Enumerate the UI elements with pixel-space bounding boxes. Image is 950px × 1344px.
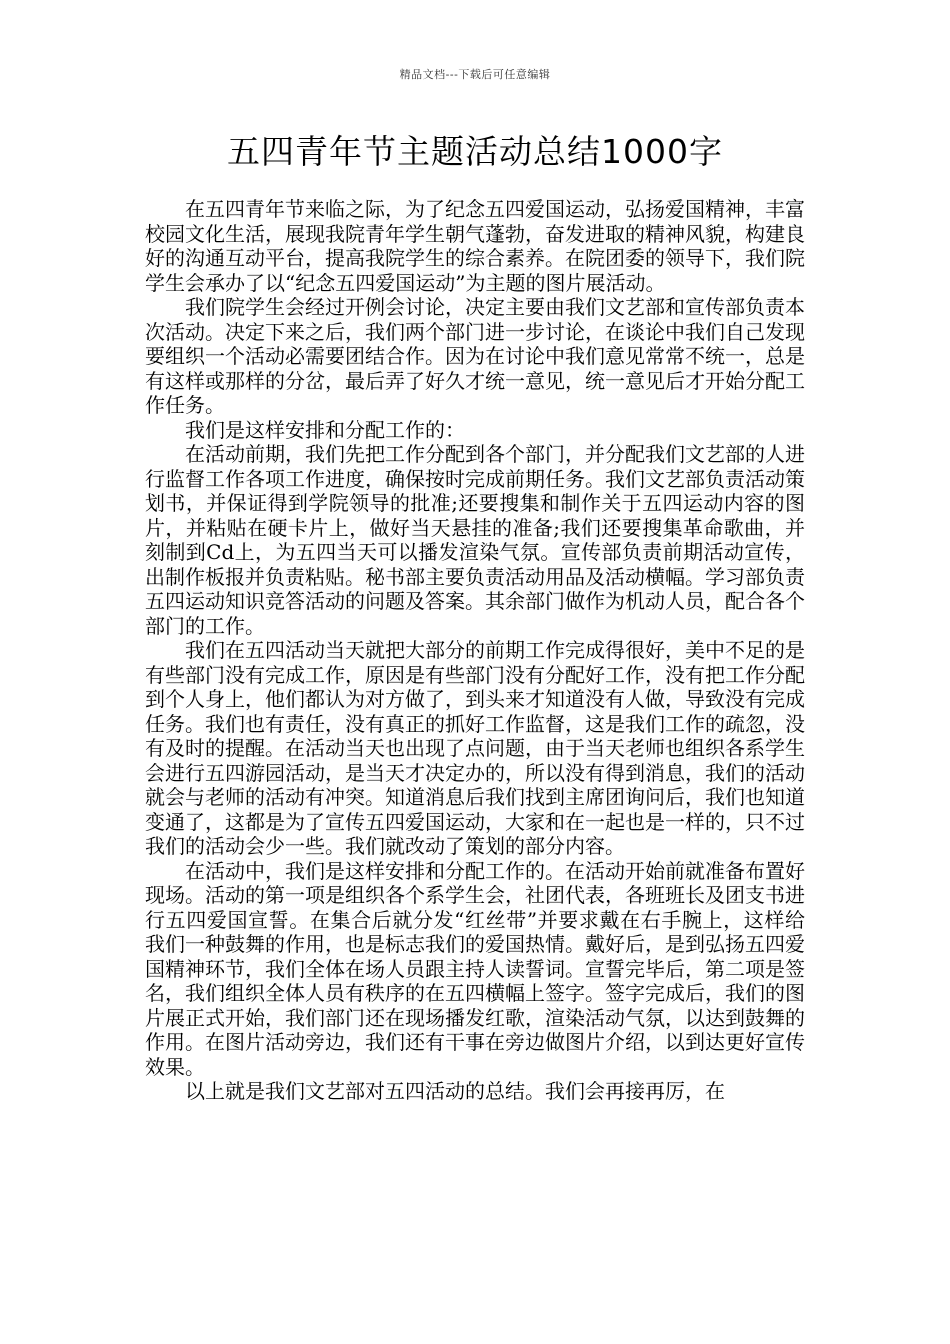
paragraph: 在五四青年节来临之际，为了纪念五四爱国运动，弘扬爱国精神，丰富校园文化生活，展现我院青年学生朝气蓬勃，奋发进取的精神风貌，构建良好的沟通互动平台，提高我院学生的综合素养。在院团委的领导下，我们院学生会承办了以“纪念五四爱国运动”为主题的图片展活动。: [145, 197, 805, 295]
document-body: [145, 197, 805, 1104]
paragraph: 在活动前期，我们先把工作分配到各个部门，并分配我们文艺部的人进行监督工作各项工作进度，确保按时完成前期任务。我们文艺部负责活动策划书，并保证得到学院领导的批准;还要搜集和制作关于五四运动内容的图片，并粘贴在硬卡片上，做好当天悬挂的准备;我们还要搜集革命歌曲，并刻制到Cd上，为五四当天可以播发渲染气氛。宣传部负责前期活动宣传，出制作板报并负责粘贴。秘书部主要负责活动用品及活动横幅。学习部负责五四运动知识竞答活动的问题及答案。其余部门做作为机动人员，配合各个部门的工作。: [145, 442, 805, 638]
header-note: 精品文档---下载后可任意编辑: [399, 68, 551, 81]
paragraph: 在活动中，我们是这样安排和分配工作的。在活动开始前就准备布置好现场。活动的第一项是组织各个系学生会，社团代表，各班班长及团支书进行五四爱国宣誓。在集合后就分发“红丝带”并要求戴在右手腕上，这样给我们一种鼓舞的作用，也是标志我们的爱国热情。戴好后，是到弘扬五四爱国精神环节，我们全体在场人员跟主持人读誓词。宣誓完毕后，第二项是签名，我们组织全体人员有秩序的在五四横幅上签字。签字完成后，我们的图片展正式开始，我们部门还在现场播发红歌，渲染活动气氛，以达到鼓舞的作用。在图片活动旁边，我们还有干事在旁边做图片介绍，以到达更好宣传效果。: [145, 858, 805, 1079]
paragraph: 我们在五四活动当天就把大部分的前期工作完成得很好，美中不足的是有些部门没有完成工作，原因是有些部门没有分配好工作，没有把工作分配到个人身上，他们都认为对方做了，到头来才知道没有人做，导致没有完成任务。我们也有责任，没有真正的抓好工作监督，这是我们工作的疏忽，没有及时的提醒。在活动当天也出现了点问题，由于当天老师也组织各系学生会进行五四游园活动，是当天才决定办的，所以没有得到消息，我们的活动就会与老师的活动有冲突。知道消息后我们找到主席团询问后，我们也知道变通了，这都是为了宣传五四爱国运动，大家和在一起也是一样的，只不过我们的活动会少一些。我们就改动了策划的部分内容。: [145, 638, 805, 858]
paragraph: 我们是这样安排和分配工作的：: [185, 417, 465, 442]
paragraph: 我们院学生会经过开例会讨论，决定主要由我们文艺部和宣传部负责本次活动。决定下来之后，我们两个部门进一步讨论，在谈论中我们自己发现要组织一个活动必需要团结合作。因为在讨论中我们意见常常不统一，总是有这样或那样的分岔，最后弄了好久才统一意见，统一意见后才开始分配工作任务。: [145, 295, 805, 417]
paragraph: 以上就是我们文艺部对五四活动的总结。我们会再接再厉，在: [185, 1079, 725, 1103]
document-title: 五四青年节主题活动总结1000字: [227, 132, 723, 171]
